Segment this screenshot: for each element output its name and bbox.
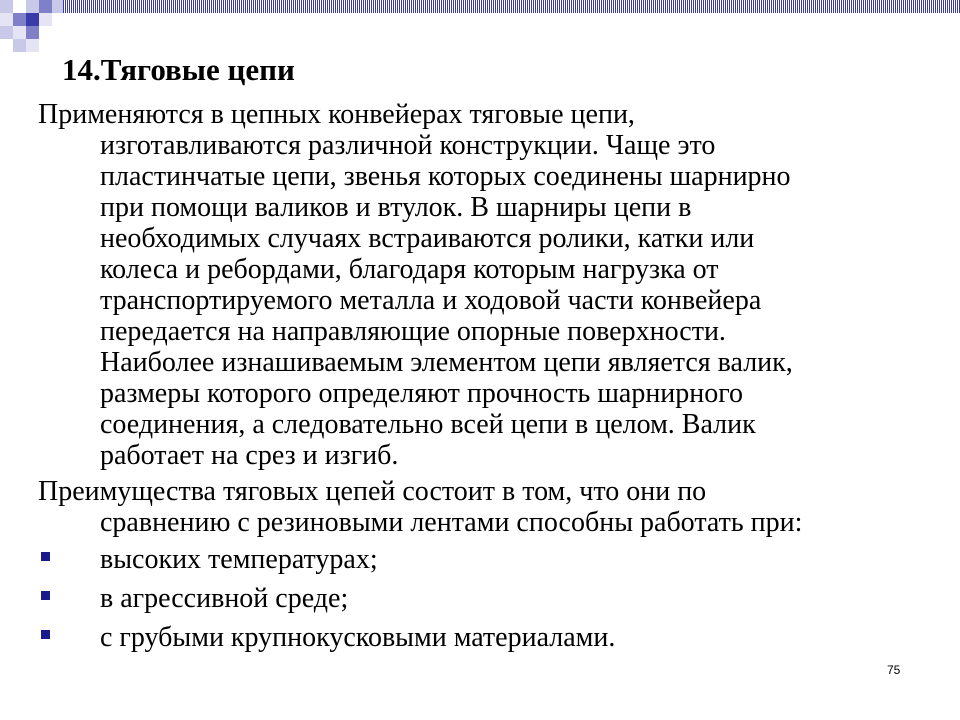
paragraph-line: изготавливаются различной конструкции. Чаще это [100, 130, 716, 161]
decor-square-icon [52, 0, 63, 13]
bullet-text: с грубыми крупнокусковыми материалами. [100, 622, 616, 653]
paragraph-line: Преимущества тяговых цепей состоит в том, что они по [38, 476, 707, 507]
paragraph-line: транспортируемого металла и ходовой части конвейера [100, 285, 762, 316]
paragraph-advantages [38, 476, 918, 538]
square-bullet-icon [41, 552, 50, 561]
paragraph-line: Наиболее изнашиваемым элементом цепи является валик, [100, 347, 793, 378]
decor-square-icon [39, 13, 52, 26]
decor-square-icon [39, 0, 52, 13]
paragraph-line: пластинчатые цепи, звенья которых соединены шарнирно [100, 161, 791, 192]
decor-square-icon [0, 13, 13, 26]
decor-stripe-bar [63, 0, 960, 13]
page-number: 75 [887, 663, 901, 677]
paragraph-description [38, 99, 918, 471]
bullet-text: высоких температурах; [100, 544, 378, 575]
decor-square-icon [26, 39, 39, 52]
paragraph-line: размеры которого определяют прочность шарнирного [100, 378, 744, 409]
decor-square-icon [26, 13, 39, 26]
bullet-text: в агрессивной среде; [100, 583, 349, 614]
decor-square-icon [26, 0, 39, 13]
square-bullet-icon [41, 630, 50, 639]
decor-square-icon [26, 26, 39, 39]
paragraph-line: передается на направляющие опорные поверхности. [100, 316, 726, 347]
paragraph-line: сравнению с резиновыми лентами способны работать при: [100, 507, 803, 538]
decor-square-icon [0, 0, 13, 13]
decor-square-icon [13, 0, 26, 13]
slide-title: 14.Тяговые цепи [62, 52, 295, 87]
decor-square-icon [0, 26, 13, 39]
paragraph-line: Применяются в цепных конвейерах тяговые цепи, [38, 99, 635, 130]
paragraph-line: соединения, а следовательно всей цепи в целом. Валик [100, 409, 756, 440]
decor-square-icon [13, 39, 26, 52]
decor-square-icon [13, 13, 26, 26]
paragraph-line: при помощи валиков и втулок. В шарниры цепи в [100, 192, 692, 223]
decor-square-icon [13, 26, 26, 39]
paragraph-line: необходимых случаях встраиваются ролики, катки или [100, 223, 755, 254]
paragraph-line: колеса и ребордами, благодаря которым нагрузка от [100, 254, 719, 285]
square-bullet-icon [41, 591, 50, 600]
paragraph-line: работает на срез и изгиб. [100, 440, 399, 471]
